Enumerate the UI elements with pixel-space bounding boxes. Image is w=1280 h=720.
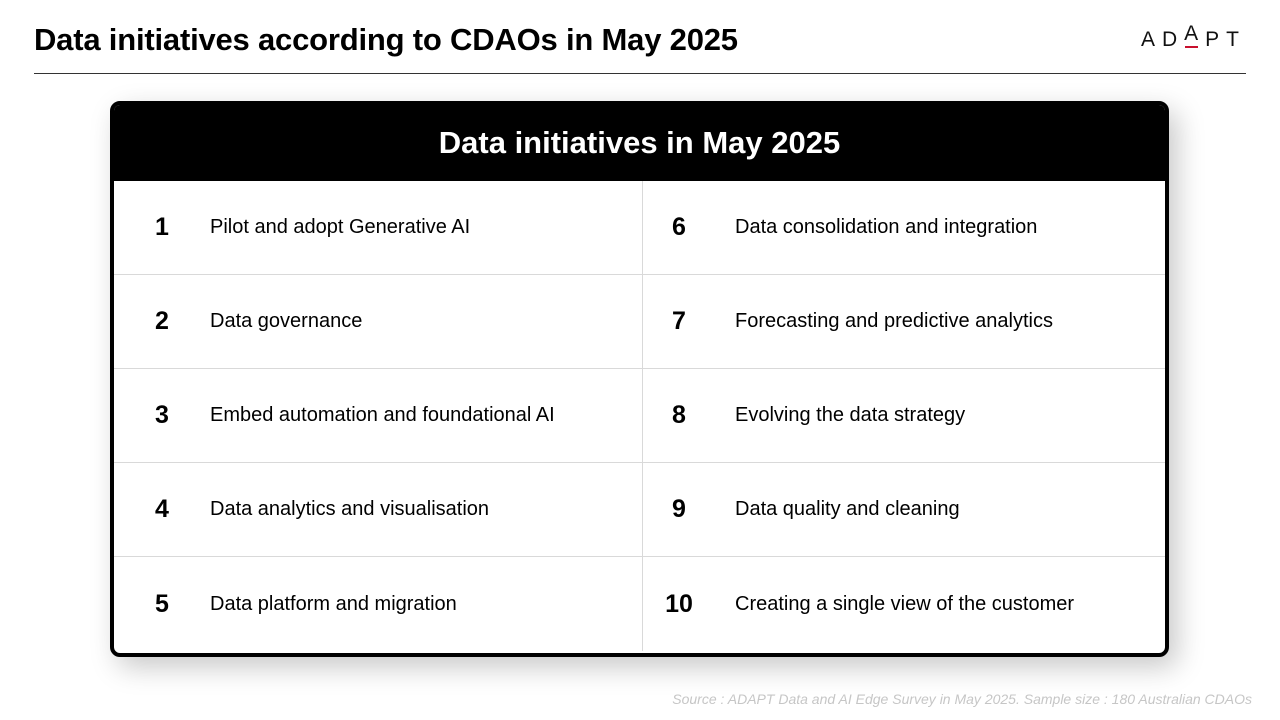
initiative-rank: 5: [155, 589, 169, 618]
initiative-rank: 9: [672, 495, 686, 523]
initiative-row: [114, 369, 643, 463]
initiative-rank: 4: [155, 495, 169, 523]
initiative-rank: 8: [672, 401, 686, 429]
initiative-label: Data quality and cleaning: [735, 498, 960, 520]
initiative-rank: 3: [155, 401, 169, 429]
initiative-label: Embed automation and foundational AI: [210, 404, 555, 426]
initiative-label: Evolving the data strategy: [735, 404, 966, 426]
initiative-row: [643, 181, 1167, 275]
source-note: Source : ADAPT Data and AI Edge Survey in May 2025. Sample size : 180 Australian CDAOs: [672, 691, 1252, 707]
initiative-label: Data governance: [210, 310, 363, 332]
initiative-label: Creating a single view of the customer: [735, 592, 1075, 615]
initiative-rank: 7: [672, 307, 686, 335]
initiative-row: [114, 275, 643, 369]
initiative-rank: 10: [665, 589, 693, 618]
logo-text-part2: A: [1184, 22, 1206, 45]
header-divider: [34, 73, 1246, 74]
initiatives-card: [110, 101, 1169, 657]
logo-text-part1: AD: [1140, 28, 1185, 51]
initiative-rank: 6: [672, 213, 686, 241]
initiatives-grid: [114, 181, 1165, 651]
initiative-label: Forecasting and predictive analytics: [735, 310, 1053, 332]
initiative-row: [643, 557, 1167, 651]
logo-text-part3: PT: [1205, 28, 1246, 51]
initiative-row: [643, 463, 1167, 557]
adapt-logo: [1140, 22, 1246, 52]
initiative-row: [114, 463, 643, 557]
initiative-row: [114, 557, 643, 651]
initiative-rank: 1: [155, 213, 169, 241]
initiative-row: [114, 181, 643, 275]
card-title: Data initiatives in May 2025: [114, 105, 1165, 181]
initiative-row: [643, 369, 1167, 463]
initiative-rank: 2: [155, 307, 169, 335]
initiative-label: Data consolidation and integration: [735, 216, 1038, 238]
page-title: Data initiatives according to CDAOs in May 2025: [34, 22, 738, 57]
initiative-row: [643, 275, 1167, 369]
initiative-label: Data analytics and visualisation: [210, 498, 490, 520]
initiative-label: Data platform and migration: [210, 592, 457, 615]
initiative-label: Pilot and adopt Generative AI: [210, 216, 471, 238]
